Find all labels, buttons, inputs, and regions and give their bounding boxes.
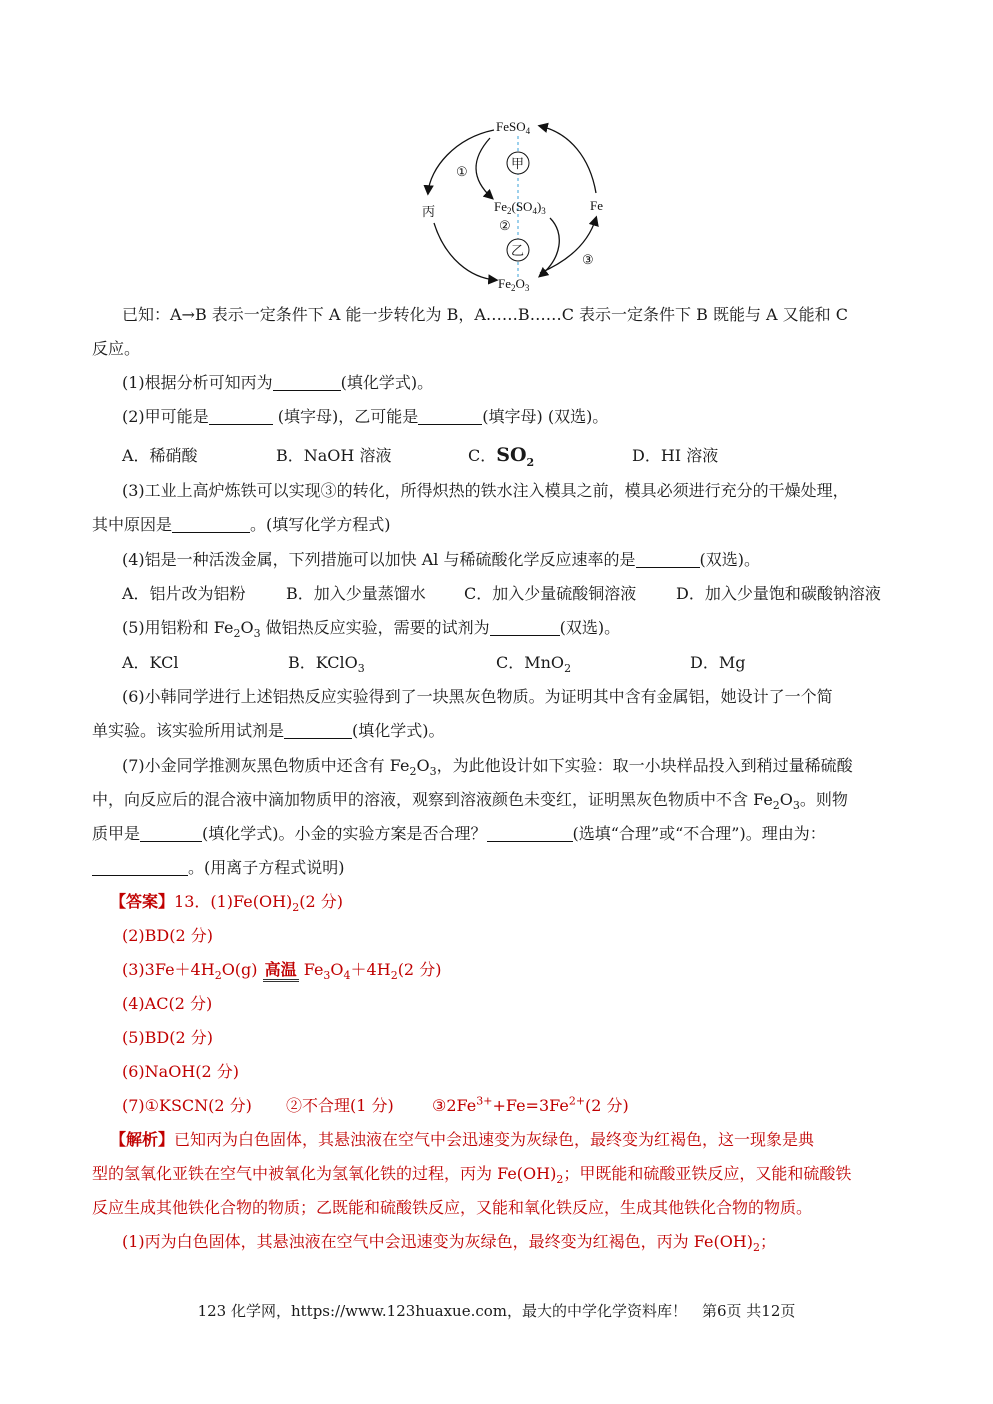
question-4-options: A．铝片改为铝粉 B．加入少量蒸馏水 C．加入少量硫酸铜溶液 D．加入少量饱和碳酸钠溶液 — [122, 584, 881, 603]
question-1: (1)根据分析可知丙为 (填化学式)。 — [122, 373, 434, 392]
answer-7: (7)①KSCN(2 分) ②不合理(1 分) $③2Fe^{3+}+Fe=3Fe^{2+}(2$ 分) — [122, 1094, 629, 1115]
analysis-line-4: (1)丙为白色固体，其悬浊液在空气中会迅速变为灰绿色，最终变为红褐色，丙为 $Fe(OH)_2$； — [122, 1232, 777, 1255]
analysis-line-2: 型的氢氧化亚铁在空气中被氧化为氢氧化铁的过程，丙为 $Fe(OH)_2$；甲既能和硫酸亚铁反应，又能和硫酸铁 — [92, 1164, 852, 1187]
arrow-feso4-to-bing — [428, 130, 494, 193]
question-7-line-4: 。(用离子方程式说明) — [92, 857, 913, 879]
step1-label: ① — [456, 164, 468, 179]
question-7-line-1: (7)小金同学推测灰黑色物质中还含有 $Fe_2O_3$，为此他设计如下实验：取一小块样品投入到稍过量稀硫酸 — [122, 756, 853, 779]
analysis-line-1: 【解析】已知丙为白色固体，其悬浊液在空气中会迅速变为灰绿色，最终变为红褐色，这一现象是典 — [110, 1130, 815, 1149]
answer-3: $(3)3Fe+4H_2O(g)$ 高温 $Fe_3O_4+4H_2(2$ 分) — [122, 960, 442, 983]
bing-label: 丙 — [422, 204, 436, 219]
arrow-fe-to-feso4 — [540, 126, 596, 193]
known-line-2: 反应。 — [92, 339, 141, 358]
fe2o3-label: $Fe_2O_3$ — [498, 276, 530, 293]
question-3-line-1: (3)工业上高炉炼铁可以实现③的转化，所得炽热的铁水注入模具之前，模具必须进行充分的干燥处理， — [122, 481, 849, 500]
question-2: (2)甲可能是 (填字母)，乙可能是 (填字母) (双选)。 — [122, 407, 609, 426]
high-temperature-condition: 高温 — [263, 961, 299, 982]
feso4-label: FeSO$_4$ — [496, 119, 531, 136]
arrow-bing-to-fe2o3 — [434, 223, 496, 280]
question-5-options: A．KCl B．KClO$_3$ C．MnO$_2$ D．Mg — [122, 653, 746, 676]
fe2so43-label: $Fe_2(SO_4)_3$ — [494, 199, 546, 216]
question-6-line-2: 单实验。该实验所用试剂是 (填化学式)。 — [92, 721, 445, 740]
fe-label: Fe — [590, 198, 603, 213]
iron-conversion-diagram — [400, 108, 640, 298]
question-4: (4)铝是一种活泼金属，下列措施可以加快 Al 与稀硫酸化学反应速率的是 (双选)。 — [122, 550, 761, 569]
question-2-options: A．稀硝酸 B．NaOH 溶液 C．$SO_2$ D．HI 溶液 — [122, 444, 719, 469]
question-7-line-2: 中，向反应后的混合液中滴加物质甲的溶液，观察到溶液颜色未变红，证明黑灰色物质中不含 $Fe_2O_3$。则物 — [92, 790, 848, 813]
known-line-1: 已知：A→B 表示一定条件下 A 能一步转化为 B，A……B……C 表示一定条件下 B 既能与 A 又能和 C — [122, 305, 849, 324]
step2-label: ② — [499, 218, 511, 233]
question-5: (5)用铝粉和 $Fe_2O_3$ 做铝热反应实验，需要的试剂为 (双选)。 — [122, 618, 621, 641]
jia-label: 甲 — [511, 156, 525, 171]
answer-5: (5)BD(2 分) — [122, 1028, 214, 1047]
answer-2: (2)BD(2 分) — [122, 926, 214, 945]
arrow-step2 — [540, 218, 559, 276]
yi-label: 乙 — [511, 243, 525, 258]
analysis-line-3: 反应生成其他铁化合物的物质；乙既能和硫酸铁反应，又能和氧化铁反应，生成其他铁化合物的物质。 — [92, 1198, 813, 1217]
arrow-step1 — [476, 138, 492, 198]
answer-4: (4)AC(2 分) — [122, 994, 213, 1013]
question-7-line-3: 质甲是 (填化学式)。小金的实验方案是否合理？ (选填“合理”或“不合理”)。理由为： — [92, 824, 826, 843]
question-3-line-2: 其中原因是 。(填写化学方程式) — [92, 515, 391, 534]
page-footer: 123 化学网，https://www.123huaxue.com，最大的中学化学资料库！ 第6页 共12页 — [197, 1302, 796, 1320]
answer-6: (6)NaOH(2 分) — [122, 1062, 240, 1081]
step3-label: ③ — [582, 252, 594, 267]
answer-1: 【答案】13．$(1)Fe(OH)_2(2$ 分) — [110, 892, 344, 915]
question-6-line-1: (6)小韩同学进行上述铝热反应实验得到了一块黑灰色物质。为证明其中含有金属铝，她设计了一个简 — [122, 687, 833, 706]
